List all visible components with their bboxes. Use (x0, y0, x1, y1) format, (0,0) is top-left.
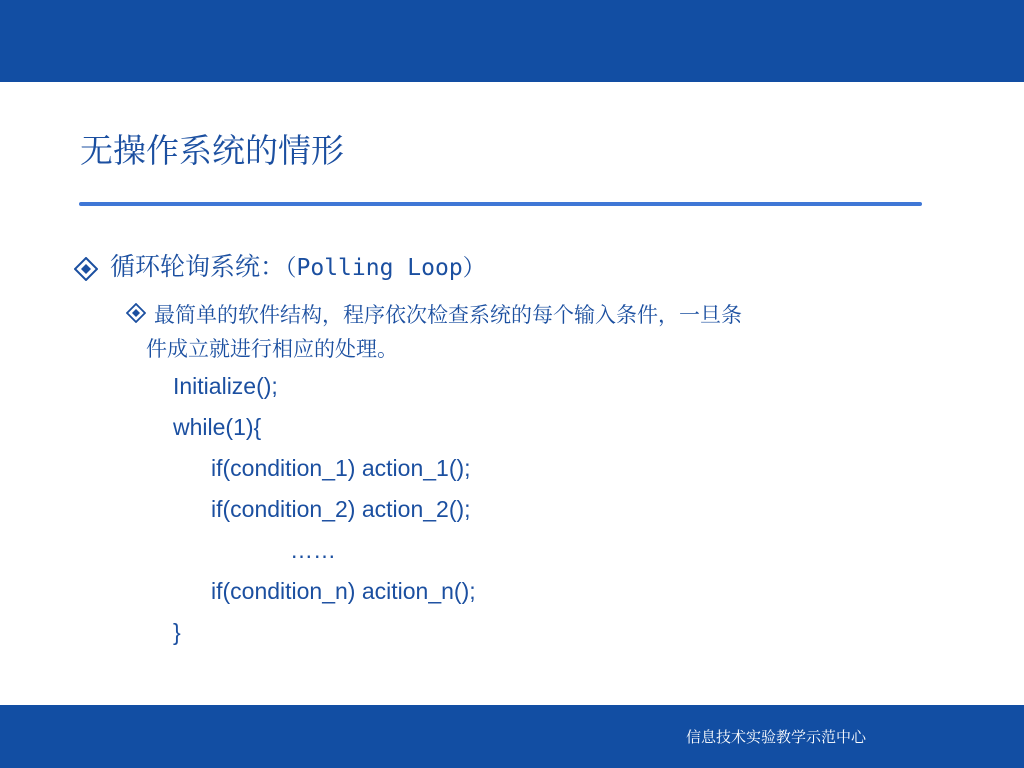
footer-text: 信息技术实验教学示范中心 (686, 728, 867, 746)
slide-title: 无操作系统的情形 (80, 131, 344, 170)
code-line-condition-1: if(condition_1) action_1(); (211, 455, 471, 481)
code-line-closing-brace: } (173, 619, 181, 645)
code-line-condition-n: if(condition_n) acition_n(); (211, 578, 476, 604)
title-divider (79, 202, 922, 206)
diamond-bullet-icon (74, 257, 98, 281)
bullet-polling-loop-label: 循环轮询系统： (110, 252, 286, 281)
code-line-initialize: Initialize(); (173, 373, 278, 399)
bottom-banner (0, 705, 1024, 768)
bullet-description-line-1: 最简单的软件结构，程序依次检查系统的每个输入条件，一旦条 (154, 303, 742, 327)
bullet-description-line-2: 件成立就进行相应的处理。 (146, 337, 398, 361)
top-banner (0, 0, 1024, 82)
code-line-while: while(1){ (173, 414, 262, 440)
code-line-ellipsis: …… (290, 537, 336, 563)
bullet-description (146, 298, 954, 366)
code-line-condition-2: if(condition_2) action_2(); (211, 496, 471, 522)
bullet-polling-loop-english: （Polling Loop） (285, 255, 486, 281)
diamond-bullet-icon (126, 303, 146, 323)
bullet-polling-loop (110, 252, 486, 283)
